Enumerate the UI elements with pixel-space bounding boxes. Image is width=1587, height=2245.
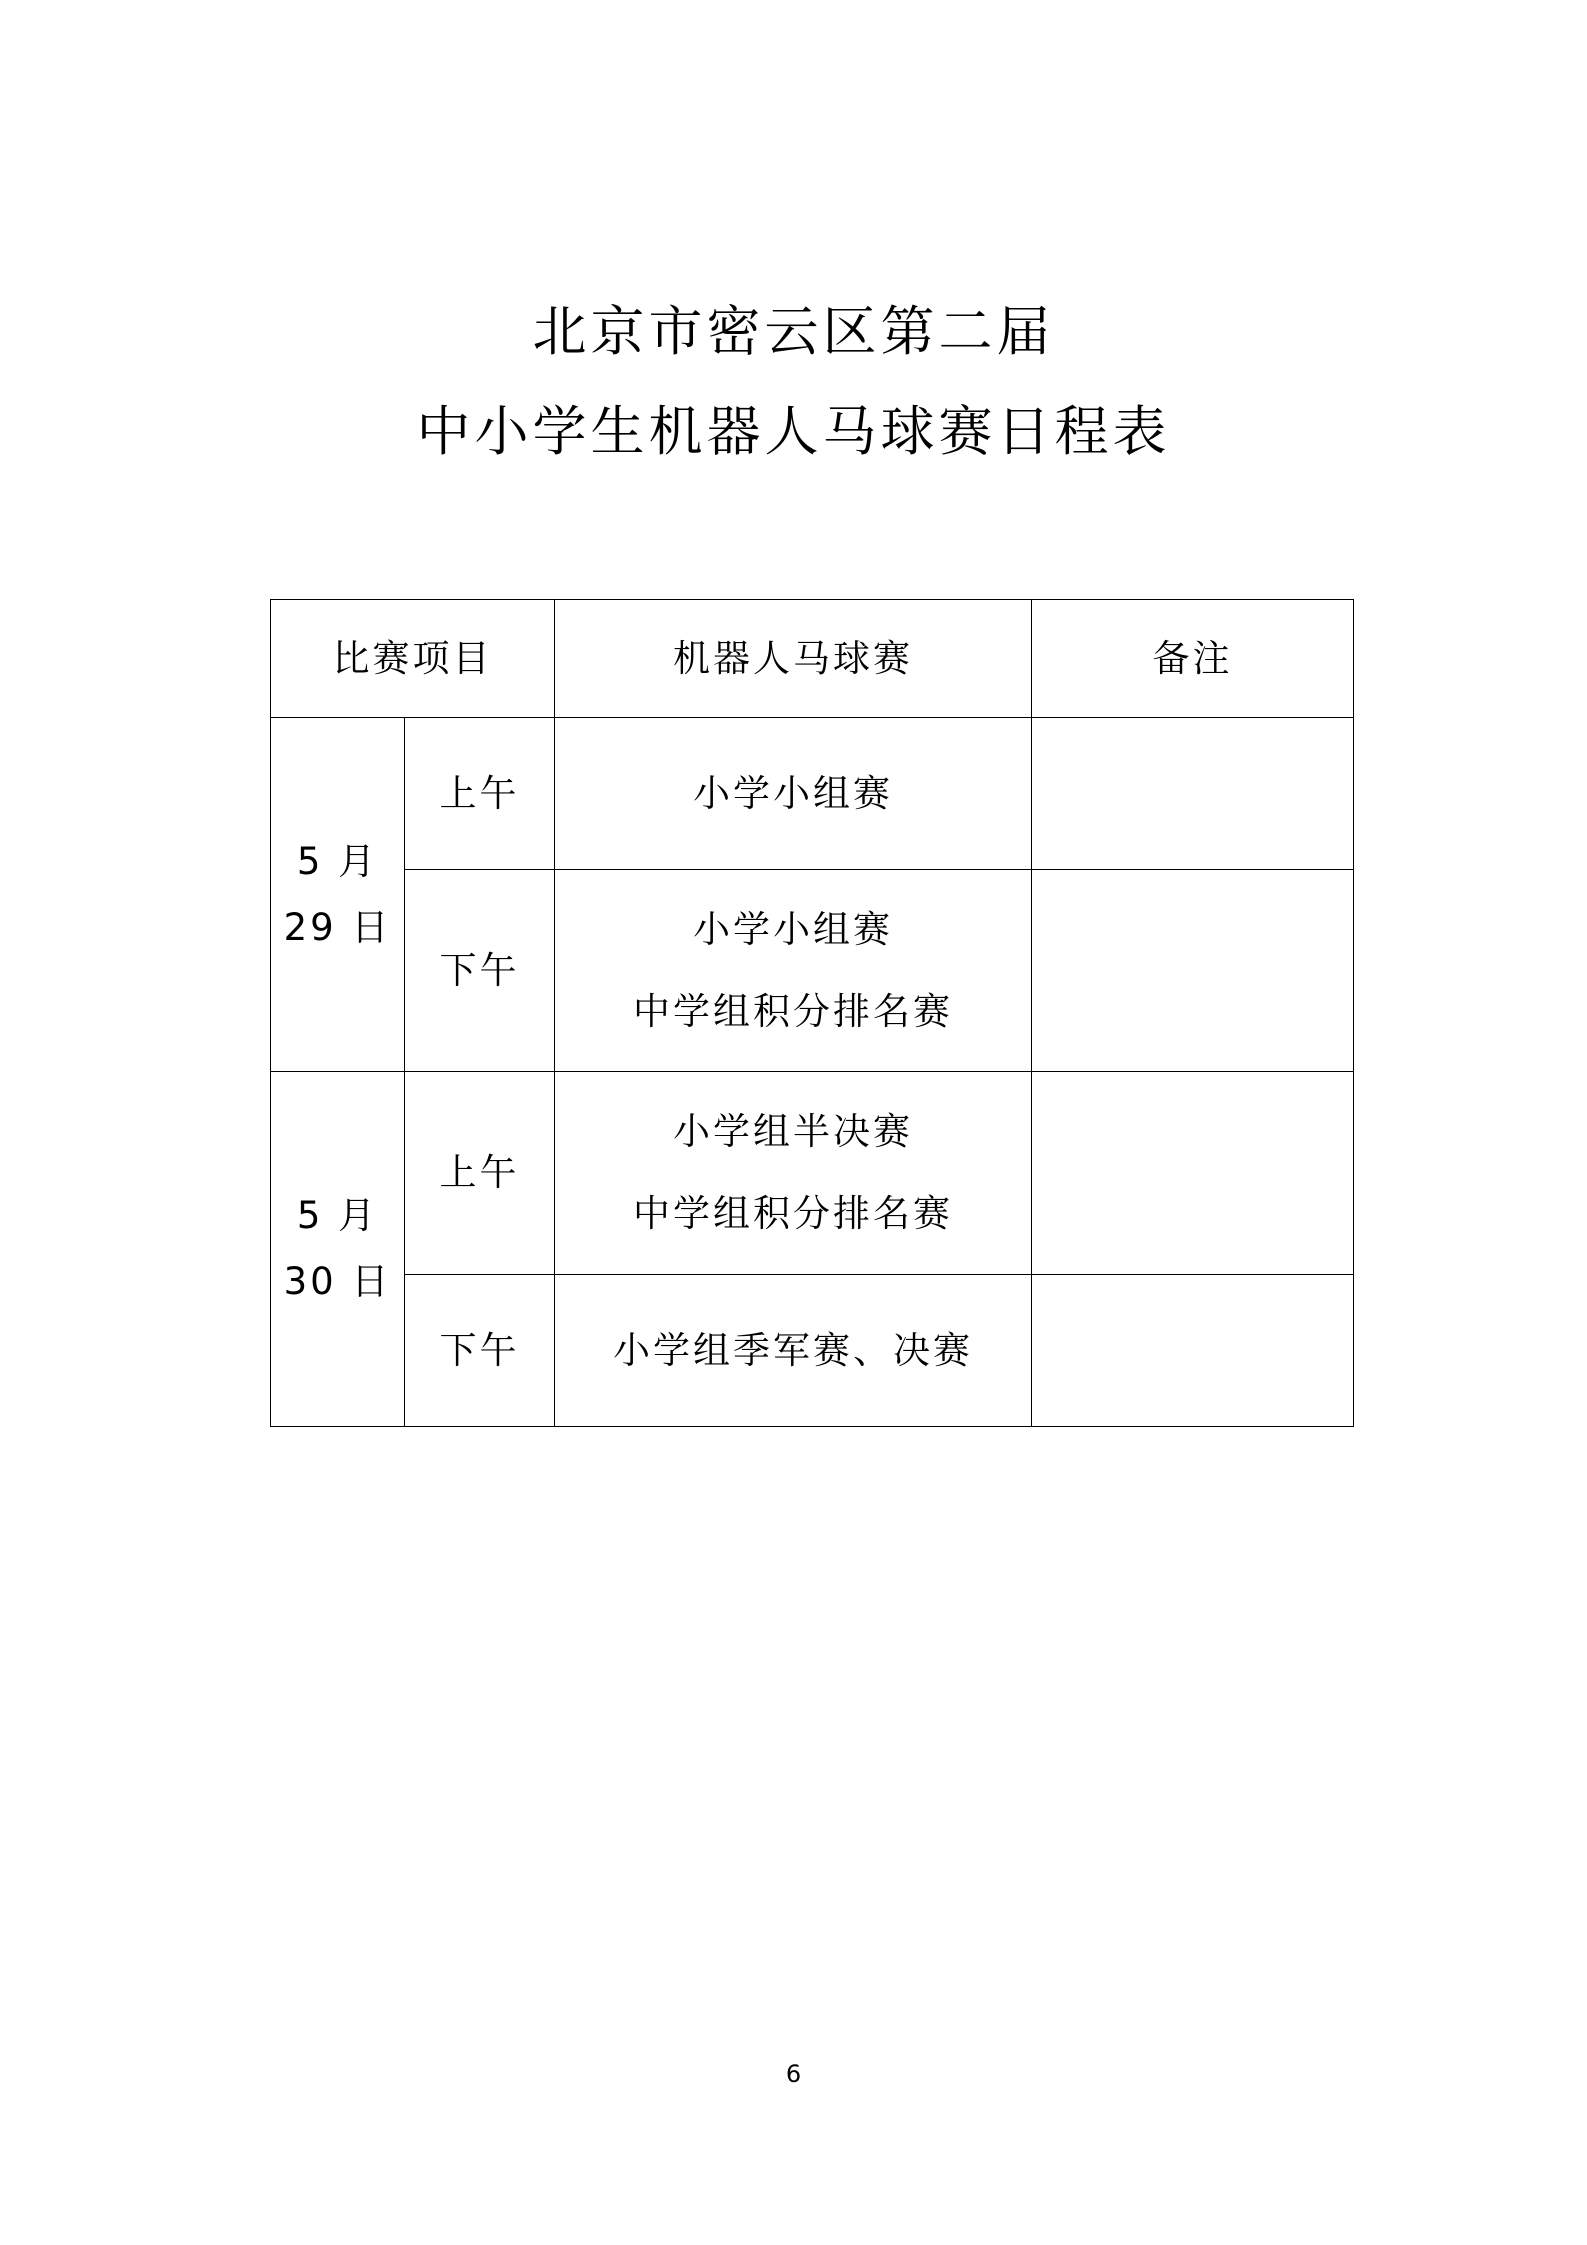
event-line: 小学组半决赛 <box>673 1110 913 1154</box>
table-row <box>271 1072 1354 1275</box>
table-row <box>271 718 1354 870</box>
period-cell: 上午 <box>405 1072 555 1275</box>
header-event: 机器人马球赛 <box>555 600 1032 718</box>
table-row <box>271 1275 1354 1427</box>
event-line: 小学组季军赛、决赛 <box>613 1328 973 1372</box>
event-cell <box>555 870 1032 1072</box>
header-notes: 备注 <box>1032 600 1354 718</box>
event-cell <box>555 1072 1032 1275</box>
event-cell <box>555 718 1032 870</box>
schedule-table <box>270 599 1354 1427</box>
notes-cell <box>1032 718 1354 870</box>
document-title-line2: 中小学生机器人马球赛日程表 <box>416 400 1171 463</box>
period-cell: 上午 <box>405 718 555 870</box>
notes-cell <box>1032 1072 1354 1275</box>
date-month: 5 月 <box>296 1194 379 1238</box>
event-cell <box>555 1275 1032 1427</box>
table-row <box>271 870 1354 1072</box>
event-line: 小学小组赛 <box>693 907 893 951</box>
notes-cell <box>1032 1275 1354 1427</box>
event-line: 中学组积分排名赛 <box>633 989 953 1033</box>
document-title-line1: 北京市密云区第二届 <box>532 300 1055 363</box>
page-number: 6 <box>785 2060 802 2088</box>
event-line: 中学组积分排名赛 <box>633 1192 953 1235</box>
period-cell: 下午 <box>405 1275 555 1427</box>
date-cell-day1 <box>271 718 405 1072</box>
date-cell-day2 <box>271 1072 405 1427</box>
event-line: 小学小组赛 <box>693 771 893 815</box>
header-item: 比赛项目 <box>271 600 555 718</box>
date-day: 29 日 <box>283 905 392 949</box>
date-month: 5 月 <box>296 839 379 883</box>
date-day: 30 日 <box>283 1260 392 1303</box>
notes-cell <box>1032 870 1354 1072</box>
table-header-row <box>271 600 1354 718</box>
period-cell: 下午 <box>405 870 555 1072</box>
